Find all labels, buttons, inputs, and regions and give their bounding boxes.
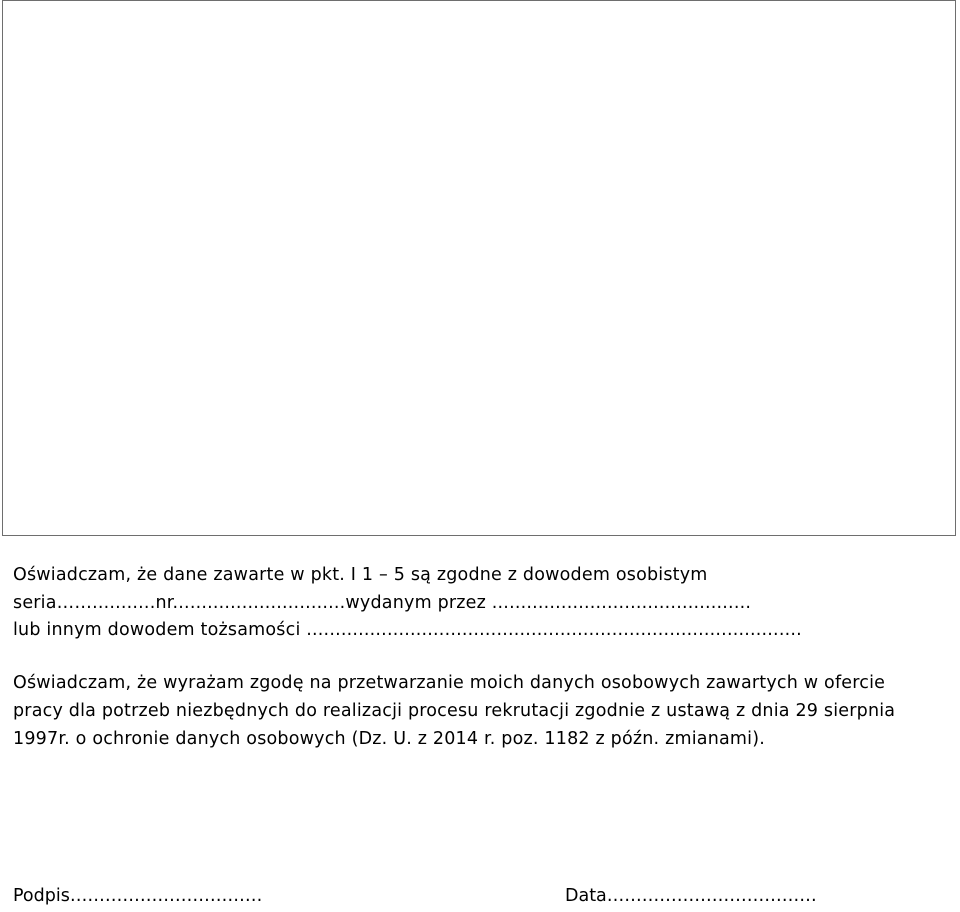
declaration-2-line-2: pracy dla potrzeb niezbędnych do realizacji procesu rekrutacji zgodnie z ustawą z dnia 29 sierpnia [13,701,896,721]
signature-field: Podpis…………………………… [13,886,263,906]
declaration-2-line-1: Oświadczam, że wyrażam zgodę na przetwarzanie moich danych osobowych zawartych w ofercie [13,673,886,693]
declaration-1-line-3: lub innym dowodem tożsamości ...................................................................................... [13,620,802,640]
declaration-1-line-2: seria……...........nr..............................wydanym przez ............................................. [13,593,752,613]
date-field: Data……………………………… [565,886,817,906]
declaration-1-line-1: Oświadczam, że dane zawarte w pkt. I 1 – 5 są zgodne z dowodem osobistym [13,565,708,585]
photo-box [2,0,956,536]
declaration-2-line-3: 1997r. o ochronie danych osobowych (Dz. U. z 2014 r. poz. 1182 z późn. zmianami). [13,729,766,749]
